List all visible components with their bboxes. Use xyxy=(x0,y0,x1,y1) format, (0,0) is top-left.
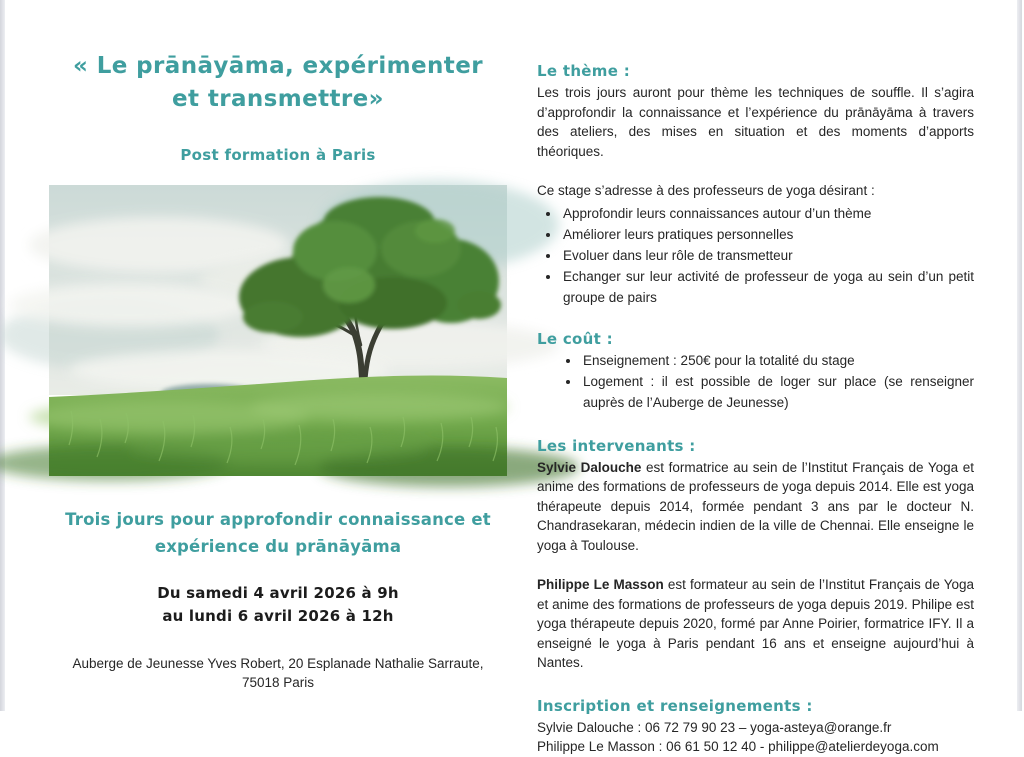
page-title xyxy=(40,50,516,116)
cost-bullet-list xyxy=(537,350,974,413)
speaker-name: Philippe Le Masson xyxy=(537,577,664,592)
registration-heading: Inscription et renseignements : xyxy=(537,696,813,715)
audience-bullet: • Echanger sur leur activité de professeur de yoga au sein d’un petit groupe de pairs xyxy=(561,266,974,308)
speakers-heading: Les intervenants : xyxy=(537,436,696,455)
left-column xyxy=(40,40,516,692)
audience-bullet: • Evoluer dans leur rôle de transmetteur xyxy=(561,245,974,266)
contact-line-sylvie: Sylvie Dalouche : 06 72 79 90 23 – yoga-asteya@orange.fr xyxy=(537,719,892,735)
event-date-end: au lundi 6 avril 2026 à 12h xyxy=(162,607,394,625)
tagline-line1: Trois jours pour approfondir connaissance et xyxy=(65,510,491,529)
page-title-line1: « Le prānāyāma, expérimenter xyxy=(73,53,483,79)
cost-bullet: • Enseignement : 250€ pour la totalité du stage xyxy=(581,350,974,371)
tagline-line2: expérience du prānāyāma xyxy=(154,537,402,556)
venue-address-line2: 75018 Paris xyxy=(241,675,315,690)
page-title-line2: et transmettre» xyxy=(172,86,384,112)
subtitle: Post formation à Paris xyxy=(180,146,376,164)
contact-line-philippe: Philippe Le Masson : 06 61 50 12 40 - philippe@atelierdeyoga.com xyxy=(537,739,939,754)
venue-address xyxy=(40,654,516,692)
speaker-bio-text: est formatrice au sein de l’Institut Français de Yoga et anime des formations de professeurs de yoga depuis 2014. Elle est yoga thérapeute depuis 2014, formée pendant 3 ans par le docteur N. Chandrasekaran, médecin indien de la ville de Chennai. Elle enseigne le yoga à Toulouse. xyxy=(537,459,974,553)
page-edge-right xyxy=(1017,0,1022,711)
venue-address-line1: Auberge de Jeunesse Yves Robert, 20 Esplanade Nathalie Sarraute, xyxy=(72,656,484,671)
theme-paragraph: Les trois jours auront pour thème les techniques de souffle. Il s’agira d’approfondir la connaissance et l’expérience du prānāyāma à travers des ateliers, des mises en situation et des moments d’apports théoriques. xyxy=(537,85,974,159)
audience-bullet: • Approfondir leurs connaissances autour d’un thème xyxy=(561,203,974,224)
speaker-bio-sylvie xyxy=(537,458,974,556)
event-dates xyxy=(40,582,516,628)
cost-bullet: • Logement : il est possible de loger sur place (se renseigner auprès de l’Auberge de Jeunesse) xyxy=(581,371,974,413)
tree-in-field-photo xyxy=(49,185,507,476)
contact-block xyxy=(537,718,974,757)
tagline xyxy=(40,506,516,560)
event-date-start: Du samedi 4 avril 2026 à 9h xyxy=(157,584,399,602)
speaker-bio-philippe xyxy=(537,575,974,673)
speaker-name: Sylvie Dalouche xyxy=(537,459,642,475)
page-edge-left xyxy=(0,0,5,711)
audience-intro: Ce stage s’adresse à des professeurs de yoga désirant : xyxy=(537,183,875,198)
cost-heading: Le coût : xyxy=(537,329,613,348)
theme-heading: Le thème : xyxy=(537,62,630,80)
right-column xyxy=(537,62,974,757)
speaker-bio-text: est formateur au sein de l’Institut Français de Yoga et anime des formations de professeurs de yoga depuis 2019. Philipe est yoga thérapeute depuis 2020, formé par Anne Poirier, formatrice IFY. Il a enseigné le yoga à Paris pendant 16 ans et enseigne aujourd’hui à Nantes. xyxy=(537,577,974,670)
audience-bullet-list xyxy=(537,203,974,308)
audience-bullet: • Améliorer leurs pratiques personnelles xyxy=(561,224,974,245)
